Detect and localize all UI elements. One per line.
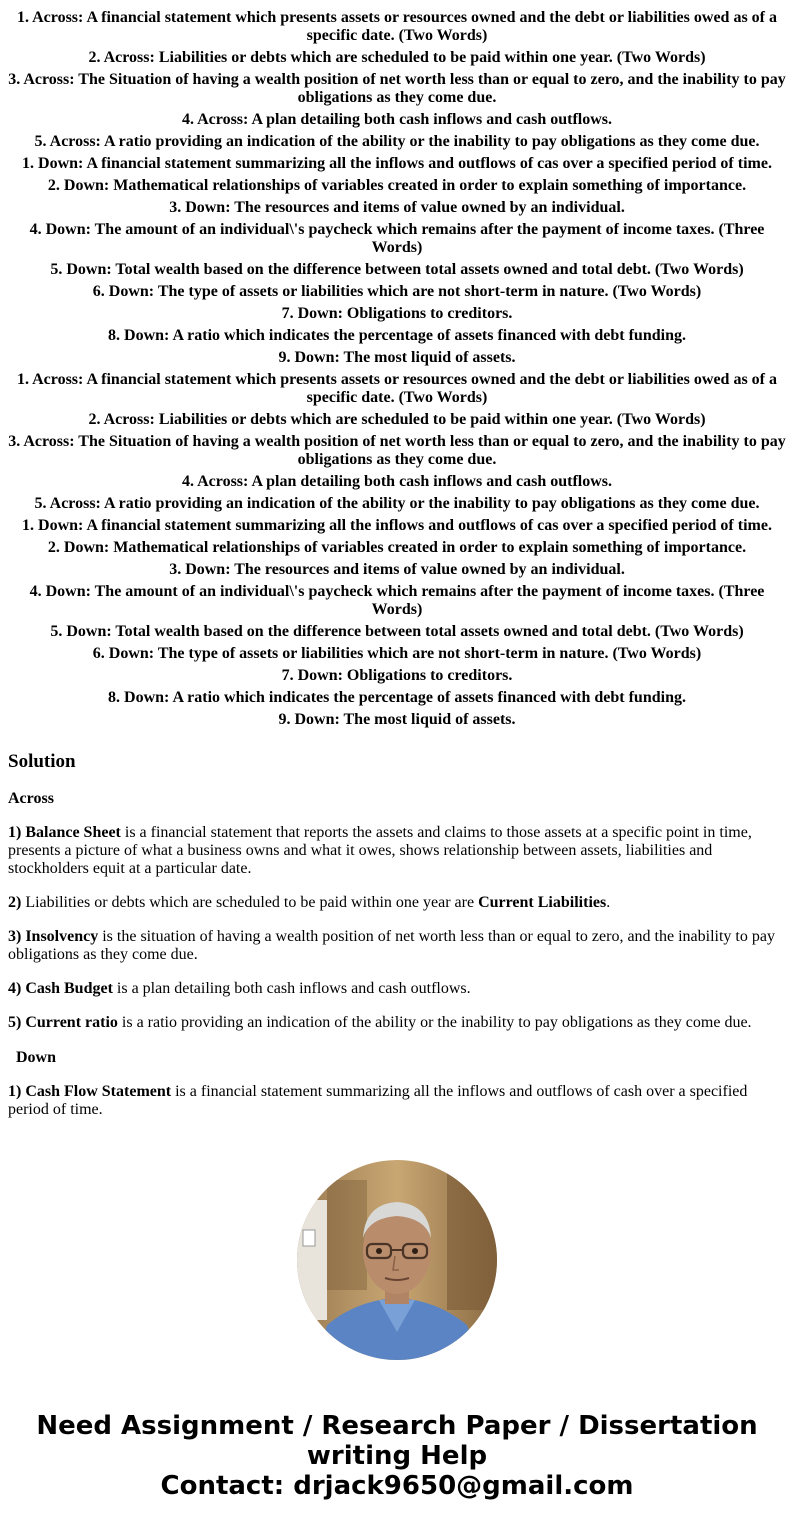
answer-term: Cash Flow Statement xyxy=(25,1083,172,1100)
answer-number: 2) xyxy=(8,894,22,911)
answer-term: Current Liabilities xyxy=(478,894,607,911)
clue-item-repeat: 3. Across: The Situation of having a wealth position of net worth less than or equal to zero, and the inability to pay obligations as they come due. xyxy=(8,433,786,468)
clue-item: 3. Down: The resources and items of value owned by an individual. xyxy=(169,199,625,216)
clue-item-repeat: 6. Down: The type of assets or liabilities which are not short-term in nature. (Two Words) xyxy=(92,645,702,662)
answer-text: is a financial statement summarizing all the inflows and outflows of cash over a specified period of time. xyxy=(8,1083,748,1118)
clue-item: 1. Across: A financial statement which presents assets or resources owned and the debt or liabilities owed as of a specific date. (Two Words) xyxy=(16,9,777,44)
answer-number: 4) xyxy=(8,980,22,997)
promo-line: Need Assignment / Research Paper / Dissertation writing Help xyxy=(36,1411,758,1471)
clue-item-repeat: 5. Down: Total wealth based on the difference between total assets owned and total debt. (Two Words) xyxy=(50,623,744,640)
clue-item-repeat: 4. Across: A plan detailing both cash inflows and cash outflows. xyxy=(181,473,612,490)
answer-term: Current ratio xyxy=(25,1014,118,1031)
clue-item-repeat: 4. Down: The amount of an individual\'s paycheck which remains after the payment of income taxes. (Three Words) xyxy=(29,583,765,618)
answer-across-1 xyxy=(8,824,786,878)
clue-item-repeat: 2. Across: Liabilities or debts which are scheduled to be paid within one year. (Two Words) xyxy=(88,411,706,428)
clue-item-repeat: 8. Down: A ratio which indicates the percentage of assets financed with debt funding. xyxy=(108,689,686,706)
author-portrait-image xyxy=(297,1160,497,1360)
solution-section xyxy=(0,751,794,1119)
clue-item-repeat: 9. Down: The most liquid of assets. xyxy=(278,711,516,728)
clue-item: 8. Down: A ratio which indicates the percentage of assets financed with debt funding. xyxy=(108,327,686,344)
clue-item-repeat: 2. Down: Mathematical relationships of variables created in order to explain something of importance. xyxy=(47,539,747,556)
answer-number: 3) xyxy=(8,928,22,945)
down-heading: Down xyxy=(16,1049,57,1066)
answer-across-3 xyxy=(8,928,786,964)
answer-term: Insolvency xyxy=(25,928,99,945)
clue-item: 4. Down: The amount of an individual\'s paycheck which remains after the payment of income taxes. (Three Words) xyxy=(29,221,765,256)
clue-item: 6. Down: The type of assets or liabilities which are not short-term in nature. (Two Words) xyxy=(92,283,702,300)
across-heading: Across xyxy=(8,790,54,807)
clue-item: 2. Down: Mathematical relationships of variables created in order to explain something of importance. xyxy=(47,177,747,194)
answer-text: is a financial statement that reports the assets and claims to those assets at a specific point in time, presents a picture of what a business owns and what it owes, shows relationship between assets, liabilities and stockholders equit at a particular date. xyxy=(8,824,752,877)
clue-item: 7. Down: Obligations to creditors. xyxy=(281,305,513,322)
clue-item-repeat: 1. Across: A financial statement which presents assets or resources owned and the debt or liabilities owed as of a specific date. (Two Words) xyxy=(16,371,777,406)
answer-number: 1) xyxy=(8,824,22,841)
answer-number: 5) xyxy=(8,1014,22,1031)
answer-number: 1) xyxy=(8,1083,22,1100)
clue-item-repeat: 5. Across: A ratio providing an indication of the ability or the inability to pay obligations as they come due. xyxy=(34,495,760,512)
answer-across-5 xyxy=(8,1014,786,1032)
answer-term: Balance Sheet xyxy=(25,824,121,841)
clue-item-repeat: 3. Down: The resources and items of value owned by an individual. xyxy=(169,561,625,578)
solution-heading: Solution xyxy=(8,751,76,772)
answer-text: is the situation of having a wealth position of net worth less than or equal to zero, and the inability to pay obligations as they come due. xyxy=(8,928,775,963)
promo-footer xyxy=(0,1411,794,1501)
clue-list xyxy=(0,0,794,729)
answer-across-4 xyxy=(8,980,786,998)
clue-item-repeat: 1. Down: A financial statement summarizing all the inflows and outflows of cas over a specified period of time. xyxy=(22,517,772,534)
answer-text: Liabilities or debts which are scheduled to be paid within one year are xyxy=(21,894,479,911)
clue-item: 2. Across: Liabilities or debts which are scheduled to be paid within one year. (Two Words) xyxy=(88,49,706,66)
answer-text: is a plan detailing both cash inflows and cash outflows. xyxy=(112,980,471,997)
answer-text: is a ratio providing an indication of the ability or the inability to pay obligations as they come due. xyxy=(117,1014,752,1031)
clue-item: 1. Down: A financial statement summarizing all the inflows and outflows of cas over a specified period of time. xyxy=(22,155,772,172)
clue-item-repeat: 7. Down: Obligations to creditors. xyxy=(281,667,513,684)
answer-text: . xyxy=(606,894,611,911)
clue-item: 5. Down: Total wealth based on the difference between total assets owned and total debt. (Two Words) xyxy=(50,261,744,278)
answer-term: Cash Budget xyxy=(25,980,113,997)
answer-across-2 xyxy=(8,894,786,912)
answer-down-1 xyxy=(8,1083,786,1119)
clue-item: 5. Across: A ratio providing an indication of the ability or the inability to pay obligations as they come due. xyxy=(34,133,760,150)
clue-item: 9. Down: The most liquid of assets. xyxy=(278,349,516,366)
clue-item: 3. Across: The Situation of having a wealth position of net worth less than or equal to zero, and the inability to pay obligations as they come due. xyxy=(8,71,786,106)
author-photo xyxy=(297,1160,497,1360)
clue-item: 4. Across: A plan detailing both cash inflows and cash outflows. xyxy=(181,111,612,128)
contact-email: Contact: drjack9650@gmail.com xyxy=(160,1471,634,1501)
